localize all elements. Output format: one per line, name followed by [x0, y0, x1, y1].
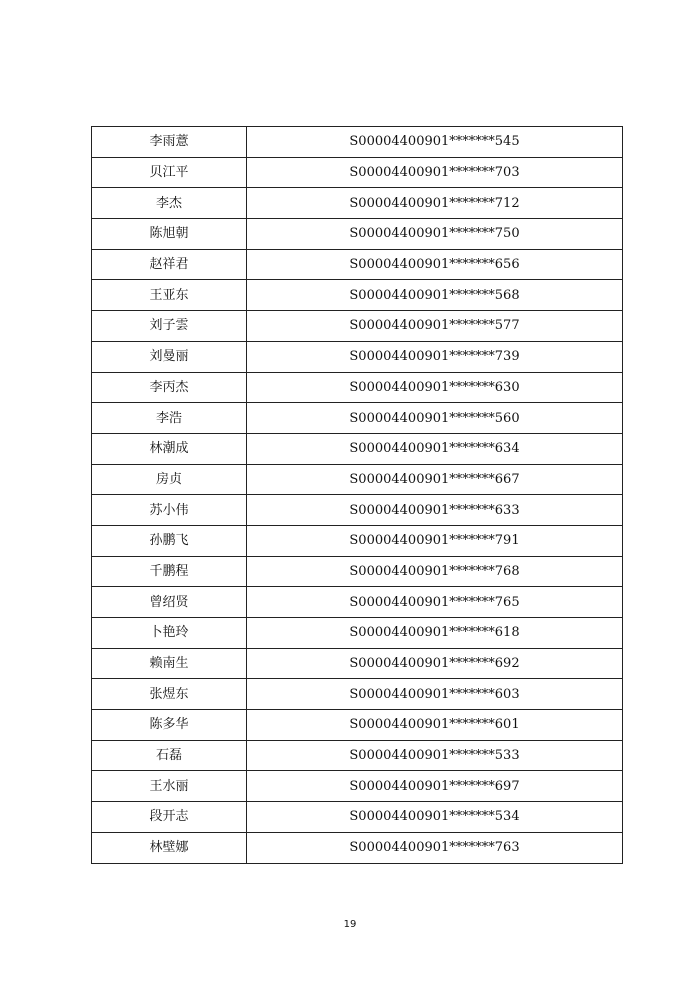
id-number-cell: S00004400901*******692: [247, 648, 623, 679]
person-name-cell: 段开志: [92, 802, 247, 833]
person-name-cell: 贝江平: [92, 157, 247, 188]
person-name-cell: 李浩: [92, 403, 247, 434]
id-number-cell: S00004400901*******601: [247, 710, 623, 741]
id-number-cell: S00004400901*******545: [247, 127, 623, 158]
table-row: [92, 740, 623, 771]
table-row: [92, 495, 623, 526]
table-row: [92, 157, 623, 188]
id-number-cell: S00004400901*******712: [247, 188, 623, 219]
table-row: [92, 219, 623, 250]
id-number-cell: S00004400901*******534: [247, 802, 623, 833]
table-row: [92, 648, 623, 679]
roster-table: [91, 126, 623, 864]
person-name-cell: 赖南生: [92, 648, 247, 679]
table-row: [92, 618, 623, 649]
id-number-cell: S00004400901*******739: [247, 341, 623, 372]
person-name-cell: 王水丽: [92, 771, 247, 802]
table-row: [92, 679, 623, 710]
table-row: [92, 127, 623, 158]
id-number-cell: S00004400901*******656: [247, 249, 623, 280]
person-name-cell: 林壁娜: [92, 832, 247, 863]
person-name-cell: 石磊: [92, 740, 247, 771]
id-number-cell: S00004400901*******791: [247, 525, 623, 556]
person-name-cell: 刘曼丽: [92, 341, 247, 372]
person-name-cell: 房贞: [92, 464, 247, 495]
person-name-cell: 王亚东: [92, 280, 247, 311]
person-name-cell: 苏小伟: [92, 495, 247, 526]
person-name-cell: 千鹏程: [92, 556, 247, 587]
person-name-cell: 刘子雲: [92, 311, 247, 342]
page-number: 19: [343, 919, 357, 930]
person-name-cell: 李雨薏: [92, 127, 247, 158]
id-number-cell: S00004400901*******750: [247, 219, 623, 250]
id-number-cell: S00004400901*******765: [247, 587, 623, 618]
id-number-cell: S00004400901*******568: [247, 280, 623, 311]
table-row: [92, 249, 623, 280]
id-number-cell: S00004400901*******763: [247, 832, 623, 863]
table-row: [92, 311, 623, 342]
id-number-cell: S00004400901*******697: [247, 771, 623, 802]
id-number-cell: S00004400901*******634: [247, 433, 623, 464]
table-row: [92, 802, 623, 833]
table-row: [92, 771, 623, 802]
table-row: [92, 372, 623, 403]
table-row: [92, 433, 623, 464]
table-row: [92, 403, 623, 434]
table-row: [92, 832, 623, 863]
person-name-cell: 曾绍贤: [92, 587, 247, 618]
person-name-cell: 李丙杰: [92, 372, 247, 403]
person-name-cell: 张煜东: [92, 679, 247, 710]
id-number-cell: S00004400901*******533: [247, 740, 623, 771]
table-row: [92, 710, 623, 741]
table-row: [92, 464, 623, 495]
person-name-cell: 孙鹏飞: [92, 525, 247, 556]
id-number-cell: S00004400901*******577: [247, 311, 623, 342]
id-number-cell: S00004400901*******633: [247, 495, 623, 526]
table-row: [92, 556, 623, 587]
person-name-cell: 林潮成: [92, 433, 247, 464]
person-name-cell: 陈旭朝: [92, 219, 247, 250]
id-number-cell: S00004400901*******703: [247, 157, 623, 188]
person-name-cell: 卜艳玲: [92, 618, 247, 649]
person-name-cell: 李杰: [92, 188, 247, 219]
id-number-cell: S00004400901*******768: [247, 556, 623, 587]
table-row: [92, 525, 623, 556]
table-row: [92, 188, 623, 219]
table-row: [92, 587, 623, 618]
person-name-cell: 陈多华: [92, 710, 247, 741]
id-number-cell: S00004400901*******667: [247, 464, 623, 495]
person-name-cell: 赵祥君: [92, 249, 247, 280]
id-number-cell: S00004400901*******603: [247, 679, 623, 710]
id-number-cell: S00004400901*******630: [247, 372, 623, 403]
roster-table-body: [92, 127, 623, 864]
table-row: [92, 341, 623, 372]
table-row: [92, 280, 623, 311]
id-number-cell: S00004400901*******560: [247, 403, 623, 434]
id-number-cell: S00004400901*******618: [247, 618, 623, 649]
